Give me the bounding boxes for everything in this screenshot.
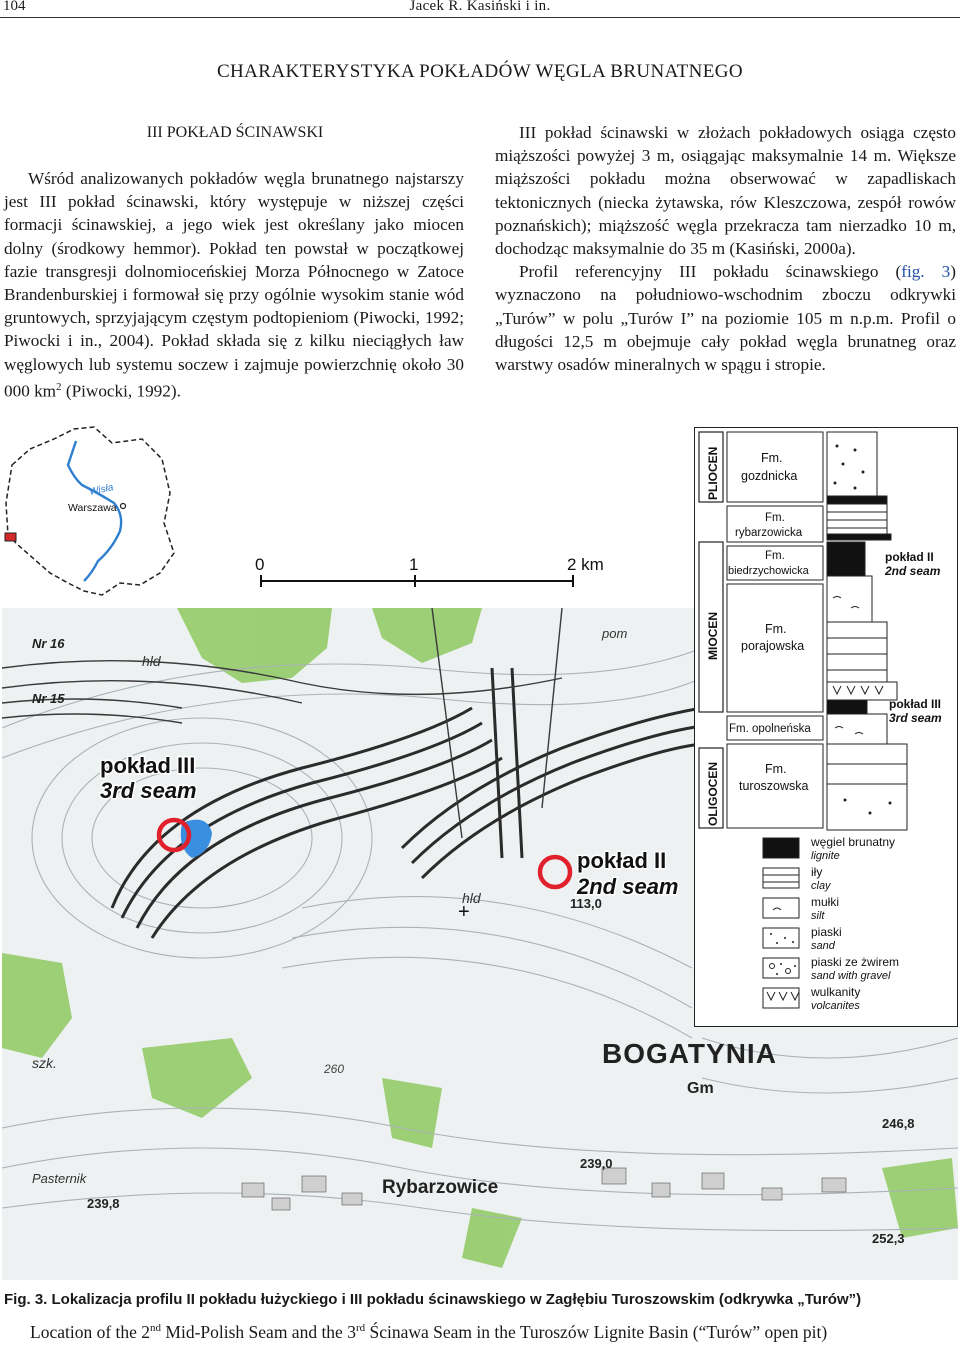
scale-label-1: 1	[409, 555, 419, 574]
legend-gravel-en: sand with gravel	[811, 970, 891, 982]
caption-en-b: Mid-Polish Seam and the 3	[161, 1322, 356, 1342]
legend-silt-en: silt	[811, 910, 825, 922]
road-label-nr16: Nr 16	[32, 636, 65, 651]
legend-sand-pl: piaski	[811, 925, 842, 939]
gravel-swatch-icon	[763, 958, 799, 978]
town-buildings	[242, 1168, 846, 1210]
epoch-oligocene: OLIGOCEN	[706, 761, 720, 826]
fm-gozdnicka-l2: gozdnicka	[741, 469, 798, 483]
height-246-8: 246,8	[882, 1116, 915, 1131]
page-number: 104	[3, 0, 26, 14]
caption-sup-nd: nd	[150, 1322, 162, 1335]
right-column	[495, 121, 956, 376]
height-239-8: 239,8	[87, 1196, 120, 1211]
figure-3	[2, 423, 958, 1280]
epoch-miocene: MIOCEN	[706, 612, 720, 660]
legend-clay-pl: iły	[811, 865, 823, 879]
stratigraphic-column	[695, 428, 957, 1026]
caption-en-c: Ścinawa Seam in the Turoszów Lignite Basin (“Turów” open pit)	[365, 1322, 828, 1342]
clay-swatch-icon	[763, 868, 799, 888]
fm-biedrzychowicka-l1: Fm.	[765, 550, 785, 562]
figure-caption-pl: Fig. 3. Lokalizacja profilu II pokładu łużyckiego i III pokładu ścinawskiego w Zagłębiu Turoszowskim (odkrywka „Turów”)	[4, 1291, 862, 1308]
seam3-label-pl: pokład III	[100, 753, 196, 778]
place-label-szk: szk.	[32, 1055, 57, 1071]
silt-swatch-icon	[763, 898, 799, 918]
legend-sand-en: sand	[811, 940, 835, 952]
height-113: 113,0	[570, 896, 602, 911]
seam2-location-marker-icon	[540, 857, 570, 887]
lignite-swatch-icon	[763, 838, 799, 858]
village-label-rybarzowice: Rybarzowice	[382, 1177, 499, 1198]
right-paragraph-2a: Profil referencyjny III pokładu ścinawskiego (	[519, 262, 902, 282]
lithology-legend	[763, 835, 899, 1012]
warsaw-marker-icon	[121, 504, 126, 509]
legend-volcanite-pl: wulkanity	[811, 985, 861, 999]
height-260: 260	[324, 1062, 345, 1076]
legend-clay-en: clay	[811, 880, 831, 892]
right-paragraph-1: III pokład ścinawski w złożach pokładowych osiąga często miąższości powyżej 3 m, osiągając maksymalnie 14 m. Większe miąższości pokładu można obserwować w zapadliskach tektonicznych (niecka żytawska, rów Kleszczowa, zespół rowów poznańskich); miąższość węgla przekracza tam nierzadko 10 m, dochodząc maksymalnie do 35 m (Kasiński, 2000a).	[495, 123, 956, 259]
formation-labels	[727, 432, 823, 828]
river-label: Wisła	[88, 482, 115, 498]
place-label-hld-2: hld	[462, 890, 481, 906]
running-header	[0, 0, 960, 17]
fm-rybarzowicka-l2: rybarzowicka	[735, 527, 803, 539]
seam3-label-en: 3rd seam	[100, 778, 197, 803]
left-paragraph-tail: (Piwocki, 1992).	[61, 381, 181, 401]
fm-opolnenska-l1: Fm. opolneńska	[729, 723, 811, 735]
epoch-pliocene: PLIOCEN	[706, 446, 720, 500]
scale-label-2: 2 km	[567, 555, 604, 574]
seam2-label-en: 2nd seam	[577, 874, 679, 899]
sand-swatch-icon	[763, 928, 799, 948]
caption-en-a: Location of the 2	[30, 1322, 151, 1342]
city-label: Warszawa	[68, 502, 117, 514]
area-superscript: 2	[56, 380, 62, 393]
chapter-title: CHARAKTERYSTYKA POKŁADÓW WĘGLA BRUNATNEGO	[216, 61, 744, 82]
figure-caption-en	[30, 1322, 950, 1343]
fm-porajowska-l2: porajowska	[741, 639, 805, 653]
study-area-marker-icon	[5, 533, 16, 541]
header-rule	[0, 17, 960, 18]
legend-lignite-en: lignite	[811, 850, 840, 862]
left-column	[4, 167, 464, 403]
fm-rybarzowicka-l1: Fm.	[765, 512, 785, 524]
legend-gravel-pl: piaski ze żwirem	[811, 955, 900, 969]
seam2-label-pl: pokład II	[577, 848, 667, 873]
left-paragraph	[4, 167, 464, 403]
place-label-pom: pom	[602, 626, 628, 641]
fm-turoszowska-l2: turoszowska	[739, 779, 809, 793]
fm-biedrzychowicka-l2: biedrzychowicka	[728, 565, 809, 577]
fm-gozdnicka-l1: Fm.	[761, 451, 783, 465]
poland-inset-map	[2, 423, 177, 608]
benchmark-cross-icon: +	[458, 901, 470, 923]
height-252-3: 252,3	[872, 1231, 905, 1246]
legend-silt-pl: mułki	[811, 895, 840, 909]
place-label-hld-1: hld	[142, 653, 161, 669]
legend-lignite-pl: węgiel brunatny	[811, 835, 896, 849]
legend-volcanite-en: volcanites	[811, 1000, 860, 1012]
right-paragraph-2	[495, 260, 956, 376]
road-label-nr15: Nr 15	[32, 691, 65, 706]
right-paragraph-2b: ) wyznaczono na południowo-wschodnim zboczu odkrywki „Turów” w polu „Turów I” na poziomie 105 m n.p.m. Profil o długości 12,5 m obejmuje cały pokład węgla brunatneg oraz warstwy osadów mineralnych w spągu i stropie.	[495, 262, 957, 375]
fm-porajowska-l1: Fm.	[765, 622, 787, 636]
stratigraphic-column-panel	[694, 427, 958, 1027]
column-seam2-pl: pokład II	[885, 550, 934, 564]
section-title: III POKŁAD ŚCINAWSKI	[146, 124, 324, 141]
height-239-0: 239,0	[580, 1156, 613, 1171]
place-label-pasternik: Pasternik	[32, 1171, 87, 1186]
figure-reference-link[interactable]: fig. 3	[901, 262, 951, 282]
column-seam3-en: 3rd seam	[889, 711, 942, 725]
scale-label-0: 0	[255, 555, 265, 574]
column-seam2-en: 2nd seam	[885, 564, 941, 578]
scale-bar	[247, 553, 627, 613]
lithology-column	[827, 432, 907, 830]
caption-sup-rd: rd	[355, 1322, 366, 1335]
column-seam3-pl: pokład III	[889, 697, 942, 711]
fm-turoszowska-l1: Fm.	[765, 762, 787, 776]
left-paragraph-text: Wśród analizowanych pokładów węgla brunatnego najstarszy jest III pokład ścinawski, który występuje w niższej części formacji ścinawskiej, a jego wiek jest określany jako miocen dolny (środkowy hemmor). Pokład ten powstał w początkowej fazie transgresji dolnomioceńskiej Morza Północnego w Zatoce Brandenburskiej i formował się przy ogólnie wysokim stanie wód gruntowych, sprzyjającym częstym podtopieniom (Piwocki, 1992; Piwocki i in., 2004). Pokład składa się z kilku nieciągłych ław węglowych lub systemu soczew i zajmuje powierzchnię około 30 000 km	[4, 169, 464, 401]
running-authors: Jacek R. Kasiński i in.	[409, 0, 551, 14]
town-label-bogatynia: BOGATYNIA	[602, 1038, 777, 1069]
place-label-gm: Gm	[687, 1080, 714, 1097]
